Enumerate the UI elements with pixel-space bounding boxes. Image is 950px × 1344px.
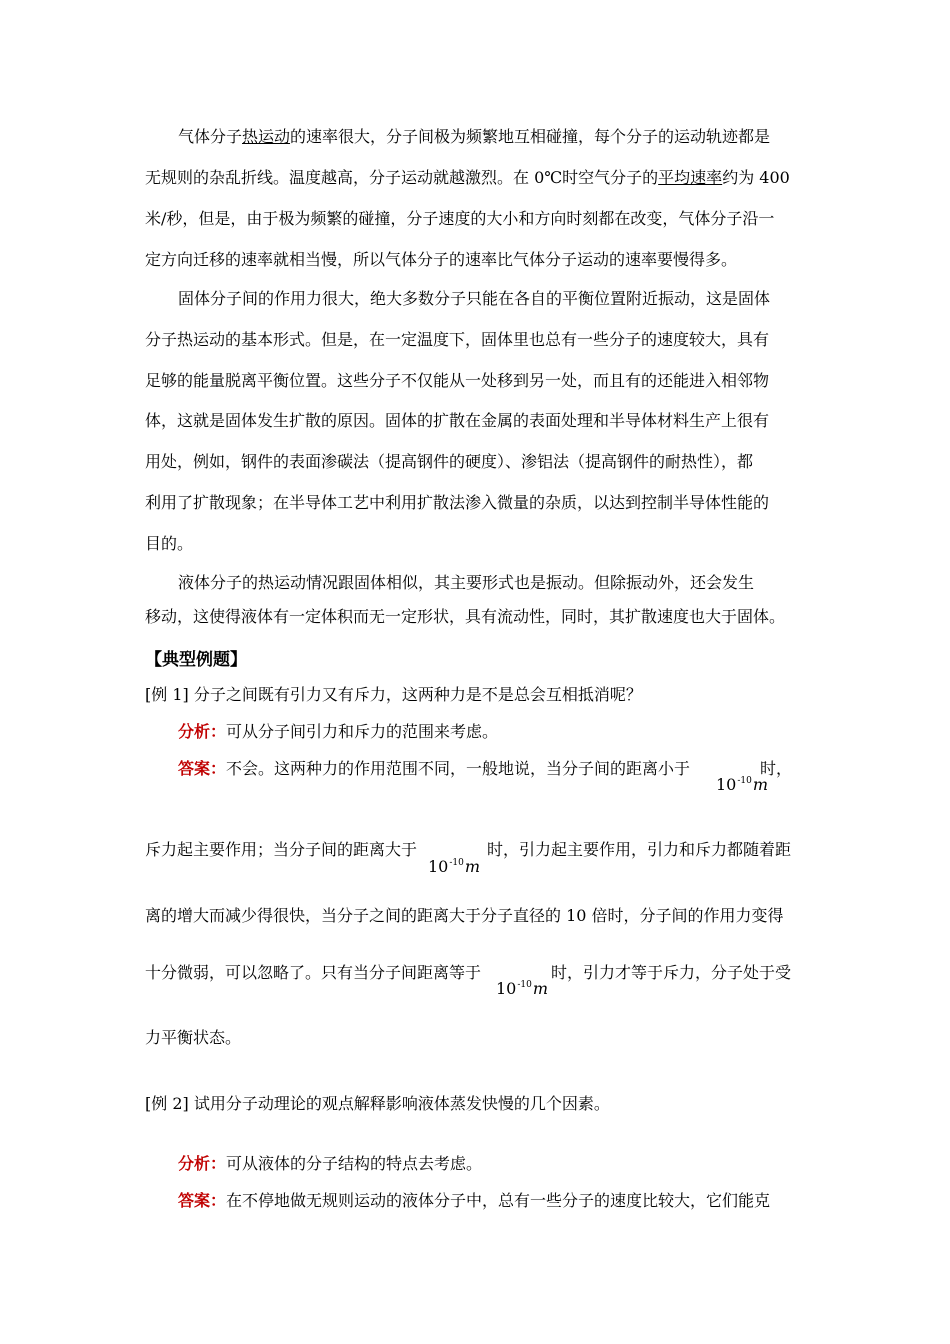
formula-distance-2: $10^{-10}m$ xyxy=(428,857,481,876)
paragraph-2-line-4: 体，这就是固体发生扩散的原因。固体的扩散在金属的表面处理和半导体材料生产上很有 xyxy=(145,411,770,430)
example-1-question: [例 1] 分子之间既有引力又有斥力，这两种力是不是总会互相抵消呢？ xyxy=(145,685,642,704)
paragraph-1-line-3: 米/秒，但是，由于极为频繁的碰撞，分子速度的大小和方向时刻都在改变，气体分子沿一 xyxy=(145,209,775,228)
example-2-question: [例 2] 试用分子动理论的观点解释影响液体蒸发快慢的几个因素。 xyxy=(145,1094,610,1113)
link-thermal-motion[interactable]: 热运动 xyxy=(242,127,291,146)
example-1-answer-line-5: 力平衡状态。 xyxy=(145,1028,242,1047)
paragraph-1-line-1: 气体分子热运动的速率很大，分子间极为频繁地互相碰撞，每个分子的运动轨迹都是 xyxy=(178,127,771,146)
link-average-speed[interactable]: 平均速率 xyxy=(658,168,723,187)
answer-label: 答案： xyxy=(178,759,227,778)
paragraph-1-line-4: 定方向迁移的速率就相当慢，所以气体分子的速率比气体分子运动的速率要慢得多。 xyxy=(145,250,738,269)
paragraph-2-line-3: 足够的能量脱离平衡位置。这些分子不仅能从一处移到另一处，而且有的还能进入相邻物 xyxy=(145,371,770,390)
example-1-answer-line-2: 斥力起主要作用；当分子间的距离大于 时，引力起主要作用，引力和斥力都随着距 xyxy=(145,840,792,859)
formula-distance-3: $10^{-10}m$ xyxy=(496,979,549,998)
paragraph-2-line-2: 分子热运动的基本形式。但是，在一定温度下，固体里也总有一些分子的速度较大，具有 xyxy=(145,330,770,349)
analysis-label: 分析： xyxy=(178,722,227,741)
formula-distance-1: $10^{-10}m$ xyxy=(716,775,769,794)
example-2-answer: 答案：在不停地做无规则运动的液体分子中，总有一些分子的速度比较大，它们能克 xyxy=(178,1191,771,1210)
example-1-analysis: 分析：可从分子间引力和斥力的范围来考虑。 xyxy=(178,722,499,741)
paragraph-2-line-5: 用处，例如，钢件的表面渗碳法（提高钢件的硬度）、渗铝法（提高钢件的耐热性），都 xyxy=(145,452,754,471)
paragraph-2-line-6: 利用了扩散现象；在半导体工艺中利用扩散法渗入微量的杂质，以达到控制半导体性能的 xyxy=(145,493,770,512)
example-1-answer-line-1: 答案：不会。这两种力的作用范围不同，一般地说，当分子间的距离小于 时， xyxy=(178,759,793,778)
paragraph-3-line-1: 液体分子的热运动情况跟固体相似，其主要形式也是振动。但除振动外，还会发生 xyxy=(178,573,755,592)
answer-label: 答案： xyxy=(178,1191,227,1210)
paragraph-2-line-1: 固体分子间的作用力很大，绝大多数分子只能在各自的平衡位置附近振动，这是固体 xyxy=(178,289,771,308)
analysis-label: 分析： xyxy=(178,1154,227,1173)
paragraph-3-line-2: 移动，这使得液体有一定体积而无一定形状，具有流动性，同时，其扩散速度也大于固体。 xyxy=(145,607,786,626)
example-1-answer-line-3: 离的增大而减少得很快，当分子之间的距离大于分子直径的 10 倍时，分子间的作用力变得 xyxy=(145,906,784,925)
paragraph-1-line-2: 无规则的杂乱折线。温度越高，分子运动就越激烈。在 0℃时空气分子的平均速率约为 400 xyxy=(145,168,790,187)
section-title: 【典型例题】 xyxy=(145,650,247,670)
example-1-answer-line-4: 十分微弱，可以忽略了。只有当分子间距离等于 时，引力才等于斥力，分子处于受 xyxy=(145,963,792,982)
paragraph-2-line-7: 目的。 xyxy=(145,534,194,553)
example-2-analysis: 分析：可从液体的分子结构的特点去考虑。 xyxy=(178,1154,483,1173)
